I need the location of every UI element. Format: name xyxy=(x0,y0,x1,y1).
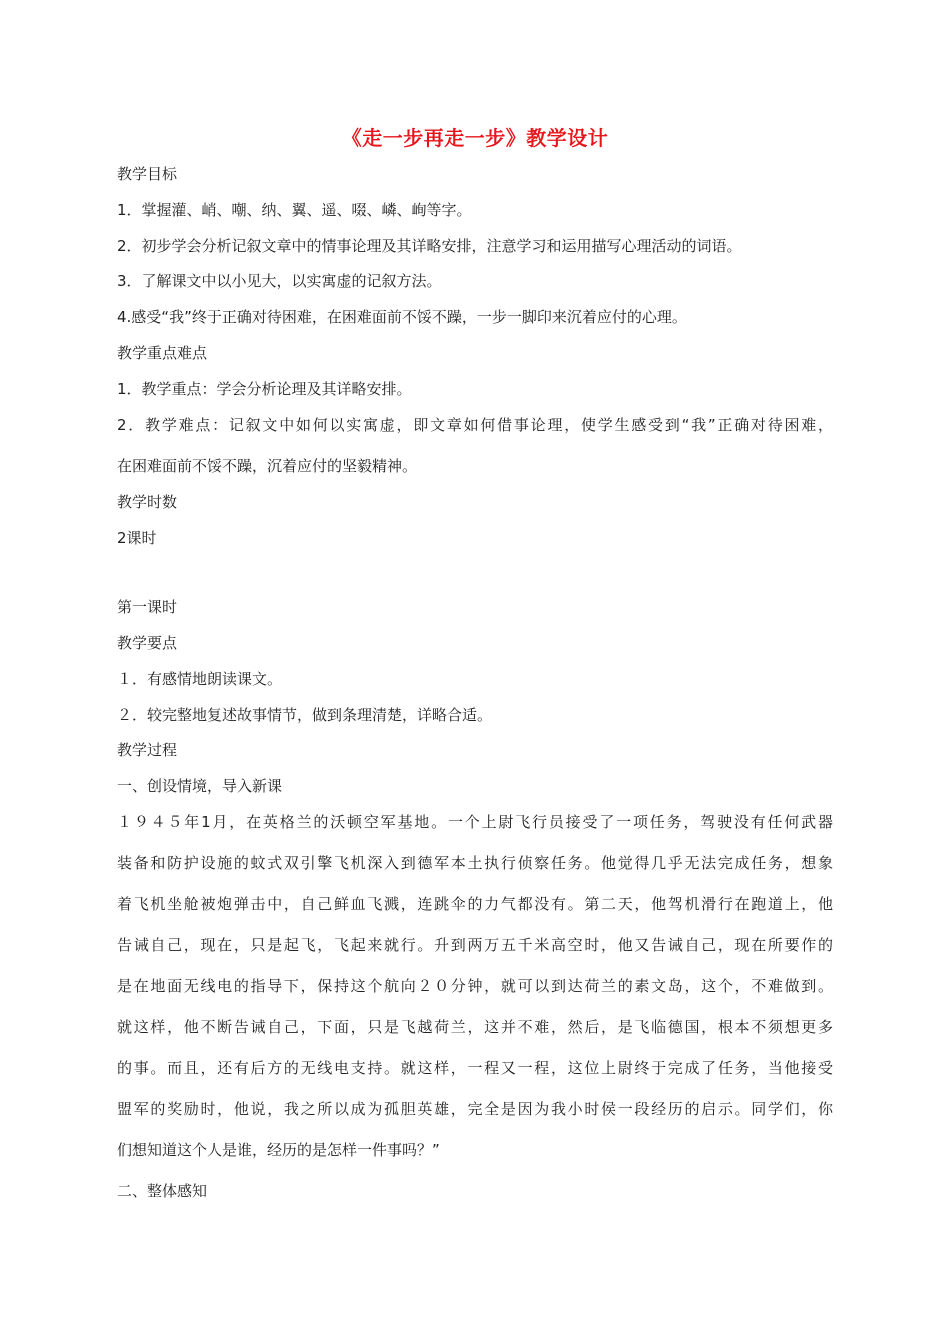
point-item: １．有感情地朗读课文。 xyxy=(117,670,283,688)
story-line: 盟军的奖励时，他说，我之所以成为孤胆英雄，完全是因为我小时侯一段经历的启示。同学们，你 xyxy=(117,1100,833,1118)
points-heading: 教学要点 xyxy=(117,634,178,652)
story-line: 装备和防护设施的蚊式双引擎飞机深入到德军本土执行侦察任务。他觉得几乎无法完成任务，想象 xyxy=(117,854,833,872)
story-line: 就这样，他不断告诫自己，下面，只是飞越荷兰，这并不难，然后，是飞临德国，根本不须想更多 xyxy=(117,1018,833,1036)
objective-item: 1．掌握灌、峭、嘲、纳、翼、遥、啜、嶙、峋等字。 xyxy=(117,201,472,219)
step-heading: 一、创设情境，导入新课 xyxy=(117,777,283,795)
objective-item: 2．初步学会分析记叙文章中的情事论理及其详略安排，注意学习和运用描写心理活动的词语。 xyxy=(117,237,742,255)
objective-item: 4.感受“我”终于正确对待困难，在困难面前不馁不躁，一步一脚印来沉着应付的心理。 xyxy=(117,308,687,326)
story-line: １９４５年1月，在英格兰的沃顿空军基地。一个上尉飞行员接受了一项任务，驾驶没有任何武器 xyxy=(117,813,833,831)
story-line: 告诫自己，现在，只是起飞，飞起来就行。升到两万五千米高空时，他又告诫自己，现在所要作的 xyxy=(117,936,833,954)
objectives-heading: 教学目标 xyxy=(117,165,178,183)
key-point: 2．教学难点：记叙文中如何以实寓虚，即文章如何借事论理，使学生感受到“我”正确对待困难， xyxy=(117,416,833,434)
story-line: 着飞机坐舱被炮弹击中，自己鲜血飞溅，连跳伞的力气都没有。第二天，他驾机滑行在跑道上，他 xyxy=(117,895,833,913)
story-line: 们想知道这个人是谁，经历的是怎样一件事吗？” xyxy=(117,1141,440,1159)
lesson-heading: 第一课时 xyxy=(117,598,178,616)
document-title: 《走一步再走一步》教学设计 xyxy=(341,126,609,150)
objective-item: 3．了解课文中以小见大，以实寓虚的记叙方法。 xyxy=(117,272,442,290)
key-point: 1．教学重点：学会分析论理及其详略安排。 xyxy=(117,380,412,398)
story-line: 的事。而且，还有后方的无线电支持。就这样，一程又一程，这位上尉终于完成了任务，当他接受 xyxy=(117,1059,833,1077)
point-item: ２．较完整地复述故事情节，做到条理清楚，详略合适。 xyxy=(117,706,493,724)
step-heading: 二、整体感知 xyxy=(117,1182,208,1200)
process-heading: 教学过程 xyxy=(117,741,178,759)
story-line: 是在地面无线电的指导下，保持这个航向２０分钟，就可以到达荷兰的素文岛，这个，不难做到。 xyxy=(117,977,833,995)
hours-value: 2课时 xyxy=(117,529,157,547)
hours-heading: 教学时数 xyxy=(117,493,178,511)
key-point-continued: 在困难面前不馁不躁，沉着应付的坚毅精神。 xyxy=(117,457,418,475)
key-heading: 教学重点难点 xyxy=(117,344,208,362)
